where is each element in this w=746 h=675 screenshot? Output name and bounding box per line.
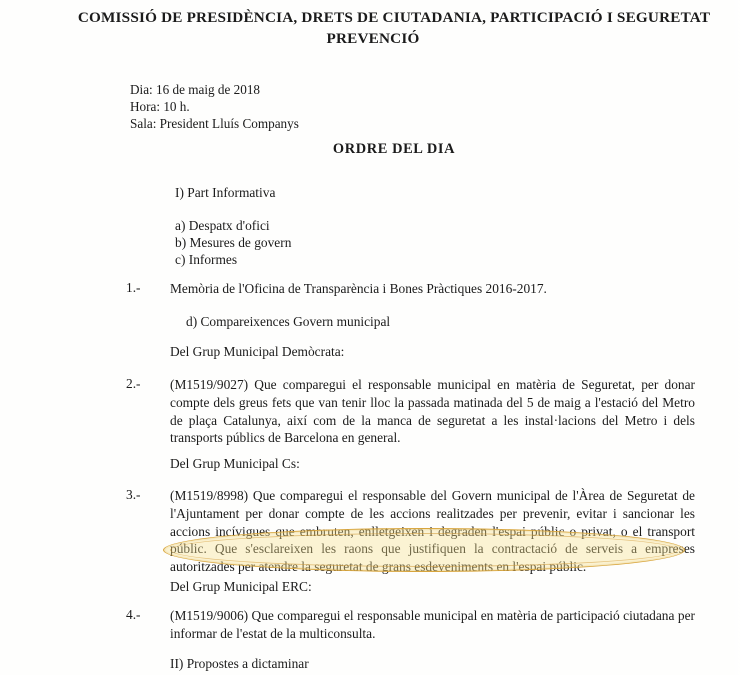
item-4-text: (M1519/9006) Que comparegui el responsable municipal en matèria de participació ciutadana per informar de l'estat de la multiconsulta. [170,608,695,641]
group-erc-heading: Del Grup Municipal ERC: [170,579,312,594]
document-title-line-1: COMISSIÓ DE PRESIDÈNCIA, DRETS DE CIUTADANIA, PARTICIPACIÓ I SEGURETAT [77,9,711,26]
document-title [0,8,746,49]
item-3-text-highlighted: Que s'esclareixen les raons que justifiquen la contractació de serveis a empreses autoritzades per atendre la seguretat de grans esdeveniments en l'espai públic. [170,541,695,575]
item-2-text: (M1519/9027) Que comparegui el responsable municipal en matèria de Seguretat, per donar compte dels greus fets que van tenir lloc la passada matinada del 5 de maig a l'estació del Metro de plaça Catalunya, així com de la manca de seguretat a les instal·lacions del Metro i dels transports públics de Barcelona en general. [170,377,695,446]
session-metadata [130,82,299,133]
session-time: Hora: 10 h. [130,98,190,114]
subitem-a: a) Despatx d'ofici [175,218,270,233]
subitem-c: c) Informes [175,252,238,267]
group-cs-heading: Del Grup Municipal Cs: [170,456,300,471]
item-4-number: 4.- [126,607,141,622]
item-3-number: 3.- [126,487,141,502]
section-part-ii: II) Propostes a dictaminar [170,656,309,671]
agenda-heading: ORDRE DEL DIA [332,141,456,157]
group-democrata-heading: Del Grup Municipal Demòcrata: [170,344,345,359]
item-1-text: Memòria de l'Oficina de Transparència i Bones Pràctiques 2016-2017. [170,281,547,296]
page-edge-fade [732,0,746,675]
session-room: Sala: President Lluís Companys [130,115,299,131]
item-3-text [170,487,695,576]
item-2-number: 2.- [126,376,141,391]
document-title-line-2: PREVENCIÓ [326,29,420,47]
subitem-b: b) Mesures de govern [175,235,292,250]
item-3-text-plain: (M1519/8998) Que comparegui el responsable del Govern municipal de l'Àrea de Seguretat de l'Ajuntament per donar compte de les accions realitzades per prevenir, evitar i sancionar les accions incívigues que embruten, enlletgeixen i degraden l'espai públic o privat, o el transport públic. [170,488,695,557]
subitem-d: d) Compareixences Govern municipal [186,314,391,329]
section-part-i: I) Part Informativa [175,185,276,200]
item-1-number: 1.- [126,280,141,295]
session-date: Dia: 16 de maig de 2018 [130,82,261,97]
